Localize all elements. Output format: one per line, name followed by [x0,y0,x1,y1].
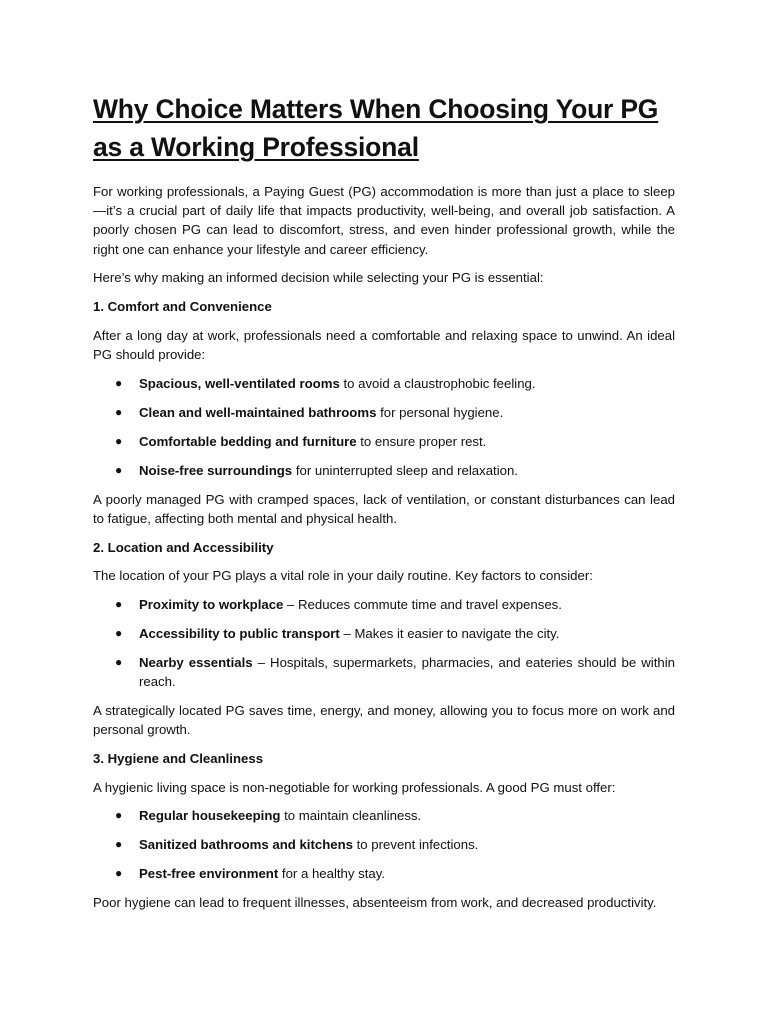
section-heading: 2. Location and Accessibility [93,539,274,555]
list-item-bold: Sanitized bathrooms and kitchens [139,837,353,853]
bullet-icon: ● [115,654,123,669]
list-item-bold: Proximity to workplace [139,596,284,612]
list-item-bold: Spacious, well-ventilated rooms [139,375,340,391]
list-item-bold: Pest-free environment [139,866,279,882]
list-item [93,403,675,422]
bullet-icon: ● [115,433,123,448]
section-outro: Poor hygiene can lead to frequent illnesses, absenteeism from work, and decreased productivity. [93,895,657,911]
list-item-bold: Nearby essentials [139,654,253,670]
section-intro: After a long day at work, professionals need a comfortable and relaxing space to unwind. An ideal PG should provide: [93,327,675,362]
bullet-icon: ● [115,837,123,852]
bullet-list [93,374,675,480]
list-item-text: to avoid a claustrophobic feeling. [339,375,536,391]
list-item [93,374,675,393]
list-item [93,432,675,451]
section-intro: A hygienic living space is non-negotiable for working professionals. A good PG must offer: [93,779,616,795]
bullet-icon: ● [115,404,123,419]
section-heading: 1. Comfort and Convenience [93,299,272,315]
list-item-text: to ensure proper rest. [356,433,487,449]
list-item [93,864,675,883]
list-item [93,595,675,614]
list-item-text: for a healthy stay. [278,866,386,882]
page-title: Why Choice Matters When Choosing Your PG as a Working Professional [93,94,659,162]
list-item-text: to maintain cleanliness. [280,808,422,824]
section-intro: The location of your PG plays a vital role in your daily routine. Key factors to consider: [93,568,593,584]
list-item-text: to prevent infections. [352,837,479,853]
bullet-icon: ● [115,462,123,477]
section-outro: A strategically located PG saves time, energy, and money, allowing you to focus more on work and personal growth. [93,703,675,738]
section-outro: A poorly managed PG with cramped spaces, lack of ventilation, or constant disturbances can lead to fatigue, affecting both mental and physical health. [93,491,675,526]
intro-paragraph: For working professionals, a Paying Guest (PG) accommodation is more than just a place to sleep—it’s a crucial part of daily life that impacts productivity, well-being, and overall job satisfaction. A poorly chosen PG can lead to discomfort, stress, and even hinder professional growth, while the right one can enhance your lifestyle and career efficiency. [93,184,675,257]
list-item-text: – Makes it easier to navigate the city. [339,625,560,641]
list-item-bold: Noise-free surroundings [139,462,293,478]
list-item [93,461,675,480]
section-heading: 3. Hygiene and Cleanliness [93,751,264,767]
list-item-text: for uninterrupted sleep and relaxation. [292,462,518,478]
list-item [93,806,675,825]
list-item-text: – Reduces commute time and travel expenses. [283,596,562,612]
list-item [93,835,675,854]
list-item-bold: Clean and well-maintained bathrooms [139,404,377,420]
list-item [93,624,675,643]
bullet-icon: ● [115,808,123,823]
list-item-bold: Accessibility to public transport [139,625,340,641]
bullet-icon: ● [115,596,123,611]
bullet-icon: ● [115,866,123,881]
list-item-text: – Hospitals, supermarkets, pharmacies, and eateries should be within reach. [139,654,675,690]
list-item-bold: Regular housekeeping [139,808,281,824]
lead-paragraph: Here’s why making an informed decision while selecting your PG is essential: [93,270,544,286]
bullet-list [93,595,675,691]
bullet-icon: ● [115,375,123,390]
bullet-list [93,806,675,883]
bullet-icon: ● [115,625,123,640]
list-item [93,653,675,691]
list-item-text: for personal hygiene. [376,404,504,420]
list-item-bold: Comfortable bedding and furniture [139,433,357,449]
